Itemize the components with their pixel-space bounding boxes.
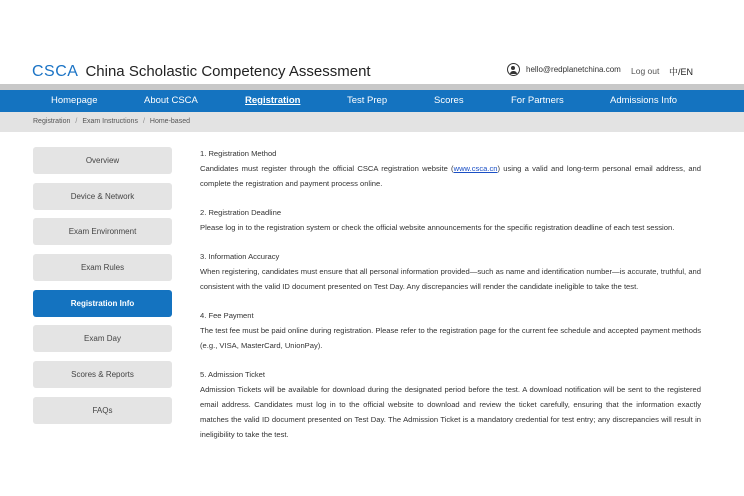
- breadcrumb-bar: [0, 112, 744, 132]
- user-account[interactable]: [507, 63, 621, 76]
- section-heading: 5. Admission Ticket: [200, 370, 265, 379]
- section-admission-ticket: [200, 367, 701, 442]
- sidebar-item-scores-reports[interactable]: Scores & Reports: [33, 361, 172, 388]
- user-email: hello@redplanetchina.com: [526, 65, 621, 74]
- section-text: Please log in to the registration system or check the official website announcements for the specific registration deadline of each test session.: [200, 223, 675, 232]
- sidebar-item-overview[interactable]: Overview: [33, 147, 172, 174]
- sidebar-item-device-network[interactable]: Device & Network: [33, 183, 172, 210]
- sidebar: [33, 147, 172, 433]
- site-logo[interactable]: [32, 63, 371, 81]
- section-text: When registering, candidates must ensure that all personal information provided—such as name and identification number—is accurate, truthful, and consistent with the valid ID document presented on Test Day. Any discrepancies will render the candidate ineligible to take the test.: [200, 267, 701, 291]
- main-nav: [0, 90, 744, 112]
- section-text: Candidates must register through the official CSCA registration website (www.csca.cn) using a valid and long-term personal email address, and complete the registration and payment process online.: [200, 164, 701, 188]
- header: [0, 0, 744, 84]
- logout-link[interactable]: Log out: [631, 66, 660, 76]
- section-fee-payment: [200, 308, 701, 353]
- nav-registration[interactable]: Registration: [245, 95, 301, 106]
- sidebar-item-faqs[interactable]: FAQs: [33, 397, 172, 424]
- breadcrumb-home-based: Home-based: [149, 118, 190, 125]
- section-heading: 4. Fee Payment: [200, 311, 254, 320]
- nav-test-prep[interactable]: Test Prep: [347, 95, 388, 106]
- sidebar-item-exam-day[interactable]: Exam Day: [33, 325, 172, 352]
- section-text: Admission Tickets will be available for download during the designated period before the test. A download notification will be sent to the registered email address. Candidates must log in to the official website to download and review the ticket carefully, ensuring that the information exactly matches the valid ID document presented on Test Day. The Admission Ticket is a mandatory credential for test entry; any discrepancies will result in ineligibility to take the test.: [200, 385, 701, 439]
- section-information-accuracy: [200, 249, 701, 294]
- user-icon: [507, 63, 520, 76]
- breadcrumb-exam-instructions[interactable]: Exam Instructions: [82, 118, 138, 125]
- main-content: [200, 146, 701, 456]
- nav-scores[interactable]: Scores: [434, 95, 464, 106]
- csca-website-link[interactable]: www.csca.cn: [453, 164, 498, 173]
- section-registration-deadline: [200, 205, 701, 235]
- nav-about-csca[interactable]: About CSCA: [144, 95, 198, 106]
- sidebar-item-exam-rules[interactable]: Exam Rules: [33, 254, 172, 281]
- section-registration-method: [200, 146, 701, 191]
- breadcrumb-separator: /: [142, 118, 145, 125]
- site-title: China Scholastic Competency Assessment: [85, 63, 371, 80]
- logo-mark: CSCA: [32, 63, 79, 80]
- section-heading: 2. Registration Deadline: [200, 208, 282, 217]
- nav-for-partners[interactable]: For Partners: [511, 95, 564, 106]
- sidebar-item-exam-environment[interactable]: Exam Environment: [33, 218, 172, 245]
- breadcrumb: [33, 112, 190, 132]
- sidebar-item-registration-info[interactable]: Registration Info: [33, 290, 172, 317]
- nav-admissions-info[interactable]: Admissions Info: [610, 95, 678, 106]
- breadcrumb-registration[interactable]: Registration: [33, 118, 71, 125]
- language-toggle[interactable]: 中/EN: [669, 67, 694, 77]
- section-heading: 3. Information Accuracy: [200, 252, 280, 261]
- section-text: The test fee must be paid online during registration. Please refer to the registration page for the current fee schedule and accepted payment methods (e.g., VISA, MasterCard, UnionPay).: [200, 326, 701, 350]
- section-heading: 1. Registration Method: [200, 149, 277, 158]
- breadcrumb-separator: /: [75, 118, 78, 125]
- nav-homepage[interactable]: Homepage: [51, 95, 98, 106]
